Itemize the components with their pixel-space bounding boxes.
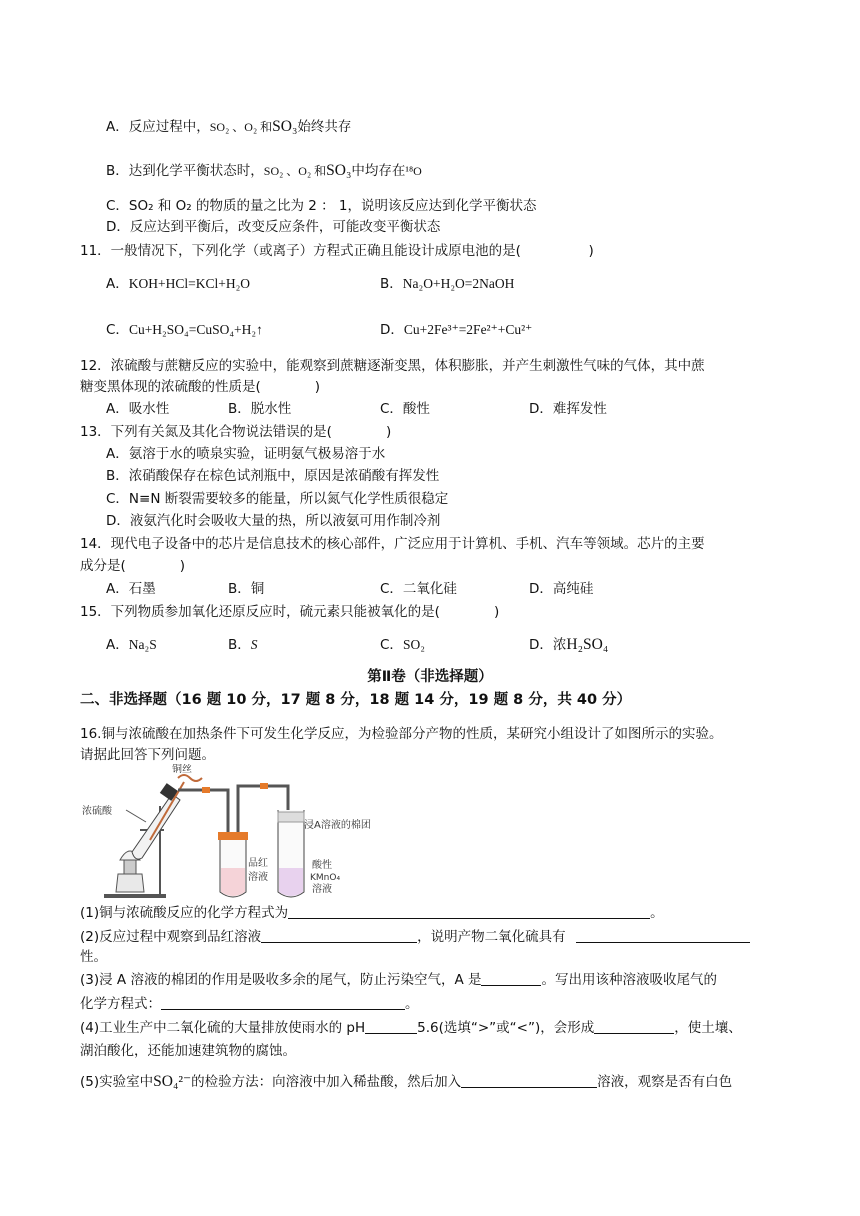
label-kmno4-3: 溶液 [312,884,332,895]
q13-option-c: C．N≡N 断裂需要较多的能量，所以氮气化学性质很稳定 [106,491,449,507]
q16-part3: (3)浸 A 溶液的棉团的作用是吸收多余的尾气，防止污染空气，A 是 。写出用该种溶液吸收尾气的 [80,972,717,988]
q16-part4-line2: 湖泊酸化，还能加速建筑物的腐蚀。 [80,1043,296,1059]
answer-blank[interactable] [576,928,750,943]
label-cotton: 浸A溶液的棉团 [304,820,371,831]
answer-blank[interactable] [481,971,541,986]
label-kmno4-2: KMnO₄ [310,873,341,883]
q12-stem-line1: 12．浓硫酸与蔗糖反应的实验中，能观察到蔗糖逐渐变黑，体积膨胀，并产生刺激性气味的气体，其中蔗 [80,358,705,374]
label-conc-acid: 浓硫酸 [82,806,112,817]
answer-blank[interactable] [461,1073,597,1088]
q15-stem: 15．下列物质参加氧化还原反应时，硫元素只能被氧化的是( ) [80,604,500,620]
label-pinkred-2: 溶液 [248,872,268,883]
answer-blank[interactable] [161,995,405,1010]
part2-title: 第Ⅱ卷（非选择题） [367,669,493,685]
q12-option-c: C．酸性 [380,401,430,417]
q16-part4: (4)工业生产中二氧化硫的大量排放使雨水的 pH 5.6(选填“>”或“<”)，会形成 ，使土壤、 [80,1020,742,1036]
q13-option-d: D．液氨汽化时会吸收大量的热，所以液氨可用作制冷剂 [106,513,441,529]
q14-option-b: B．铜 [228,581,265,597]
answer-blank[interactable] [288,904,650,919]
q10-option-c: C．SO₂ 和 O₂ 的物质的量之比为 2 ： 1，说明该反应达到化学平衡状态 [106,198,537,214]
q16-stem-line1: 16.铜与浓硫酸在加热条件下可发生化学反应，为检验部分产物的性质，某研究小组设计了如图所示的实验。 [80,726,723,742]
q10-option-a: A．反应过程中，SO₂ 、O₂ 和SO₃始终共存 [106,118,352,135]
q16-stem-line2: 请据此回答下列问题。 [80,747,215,763]
copper-wire-coil-icon [178,775,202,781]
q12-option-d: D．难挥发性 [529,401,607,417]
q16-part3-line2: 化学方程式： 。 [80,996,419,1012]
label-copper-wire: 铜丝 [172,764,192,775]
q11-option-d: D．Cu+2Fe³⁺=2Fe²⁺+Cu²⁺ [380,322,533,338]
answer-blank[interactable] [261,928,417,943]
q14-stem-line2: 成分是( ) [80,558,186,574]
apparatus-figure [80,764,400,902]
section-header: 二、非选择题（16 题 10 分，17 题 8 分，18 题 14 分，19 题 8 分，共 40 分） [80,692,632,708]
q12-option-a: A．吸水性 [106,401,170,417]
q16-part5: (5)实验室中SO₄²⁻的检验方法：向溶液中加入稀盐酸，然后加入 溶液，观察是否有白色 [80,1073,733,1090]
q14-option-c: C．二氧化硅 [380,581,457,597]
answer-blank[interactable] [594,1019,674,1034]
q15-option-b: B．S [228,637,258,653]
q15-option-c: C．SO₂ [380,637,425,653]
q14-option-a: A．石墨 [106,581,156,597]
q13-option-a: A．氨溶于水的喷泉实验，证明氨气极易溶于水 [106,446,386,462]
q16-part1: (1)铜与浓硫酸反应的化学方程式为 。 [80,905,664,921]
q13-option-b: B．浓硝酸保存在棕色试剂瓶中，原因是浓硝酸有挥发性 [106,468,440,484]
answer-blank[interactable] [365,1019,417,1034]
q10-option-b: B．达到化学平衡状态时，SO₂ 、O₂ 和SO₃中均存在¹⁸O [106,162,422,179]
q14-stem-line1: 14．现代电子设备中的芯片是信息技术的核心部件，广泛应用于计算机、手机、汽车等领域。芯片的主要 [80,536,705,552]
q15-option-a: A．Na₂S [106,637,157,653]
q11-option-c: C．Cu+H₂SO₄=CuSO₄+H₂↑ [106,322,263,338]
label-pinkred-1: 品红 [248,858,268,869]
q11-option-b: B．Na₂O+H₂O=2NaOH [380,276,515,292]
q16-part2: (2)反应过程中观察到品红溶液 ，说明产物二氧化硫具有 [80,927,750,947]
q11-option-a: A．KOH+HCl=KCl+H₂O [106,276,251,292]
q12-option-b: B．脱水性 [228,401,292,417]
label-kmno4-1: 酸性 [312,860,332,871]
q13-stem: 13．下列有关氮及其化合物说法错误的是( ) [80,424,392,440]
q10-option-d: D．反应达到平衡后，改变反应条件，可能改变平衡状态 [106,219,441,235]
q14-option-d: D．高纯硅 [529,581,594,597]
q16-part2-end: 性。 [80,949,107,965]
q15-option-d: D．浓H₂SO₄ [529,636,609,653]
q11-stem: 11．一般情况下，下列化学（或离子）方程式正确且能设计成原电池的是( ) [80,243,594,259]
q12-stem-line2: 糖变黑体现的浓硫酸的性质是( ) [80,379,321,395]
